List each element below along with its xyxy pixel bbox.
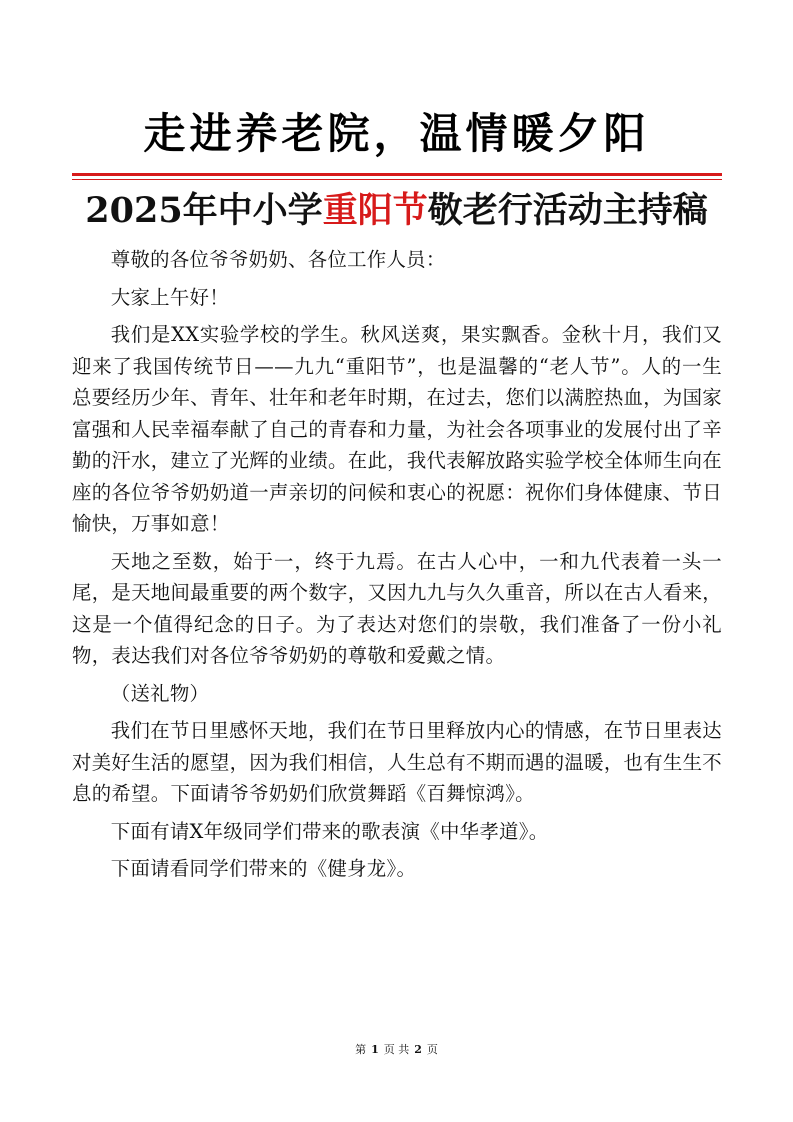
paragraph-greeting: 尊敬的各位爷爷奶奶、各位工作人员： [110,248,446,271]
title-divider-thin [72,179,722,180]
footer-middle: 页 共 [383,1043,410,1056]
paragraph-meaning: 天地之至数，始于一，终于九焉。在古人心中，一和九代表着一头一尾，是天地间最重要的两个数字，又因九九与久久重音，所以在古人看来，这是一个值得纪念的日子。为了表达对您们的崇敬，我们准备了一份小礼物，表达我们对各位爷爷奶奶的尊敬和爱戴之情。 [72,549,722,667]
paragraph-intro: 我们是XX实验学校的学生。秋风送爽，果实飘香。金秋十月，我们又迎来了我国传统节日——九九“重阳节”，也是温馨的“老人节”。人的一生总要经历少年、青年、壮年和老年时期，在过去，您们以满腔热血，为国家富强和人民幸福奉献了自己的青春和力量，为社会各项事业的发展付出了辛勤的汗水，建立了光辉的业绩。在此，我代表解放路实验学校全体师生向在座的各位爷爷奶奶道一声亲切的问候和衷心的祝愿：祝你们身体健康、节日愉快，万事如意！ [72,323,722,535]
footer-prefix: 第 [355,1043,367,1056]
paragraph-hello: 大家上午好！ [110,285,229,309]
paragraph-dance: 我们在节日里感怀天地，我们在节日里释放内心的情感，在节日里表达对美好生活的愿望，因为我们相信，人生总有不期而遇的温暖，也有生生不息的希望。下面请爷爷奶奶们欣赏舞蹈《百舞惊鸿》。 [72,719,722,805]
subtitle-highlight: 重阳节 [322,190,428,231]
paragraph-dragon: 下面请看同学们带来的《健身龙》。 [110,857,417,880]
paragraph-gift: （送礼物） [110,681,210,705]
title-divider-thick [72,173,722,176]
subtitle-prefix: 2025年中小学 [85,190,323,231]
document-body [72,244,722,891]
subtitle-suffix: 敬老行活动主持稿 [427,190,708,231]
footer-suffix: 页 [426,1043,438,1056]
page-footer [0,1041,793,1057]
subtitle [0,186,793,236]
main-title: 走进养老院，温情暖夕阳 [143,109,650,158]
footer-page-number: 1 [371,1043,379,1056]
paragraph-song: 下面有请X年级同学们带来的歌表演《中华孝道》。 [110,819,549,843]
footer-total-pages: 2 [414,1043,422,1056]
